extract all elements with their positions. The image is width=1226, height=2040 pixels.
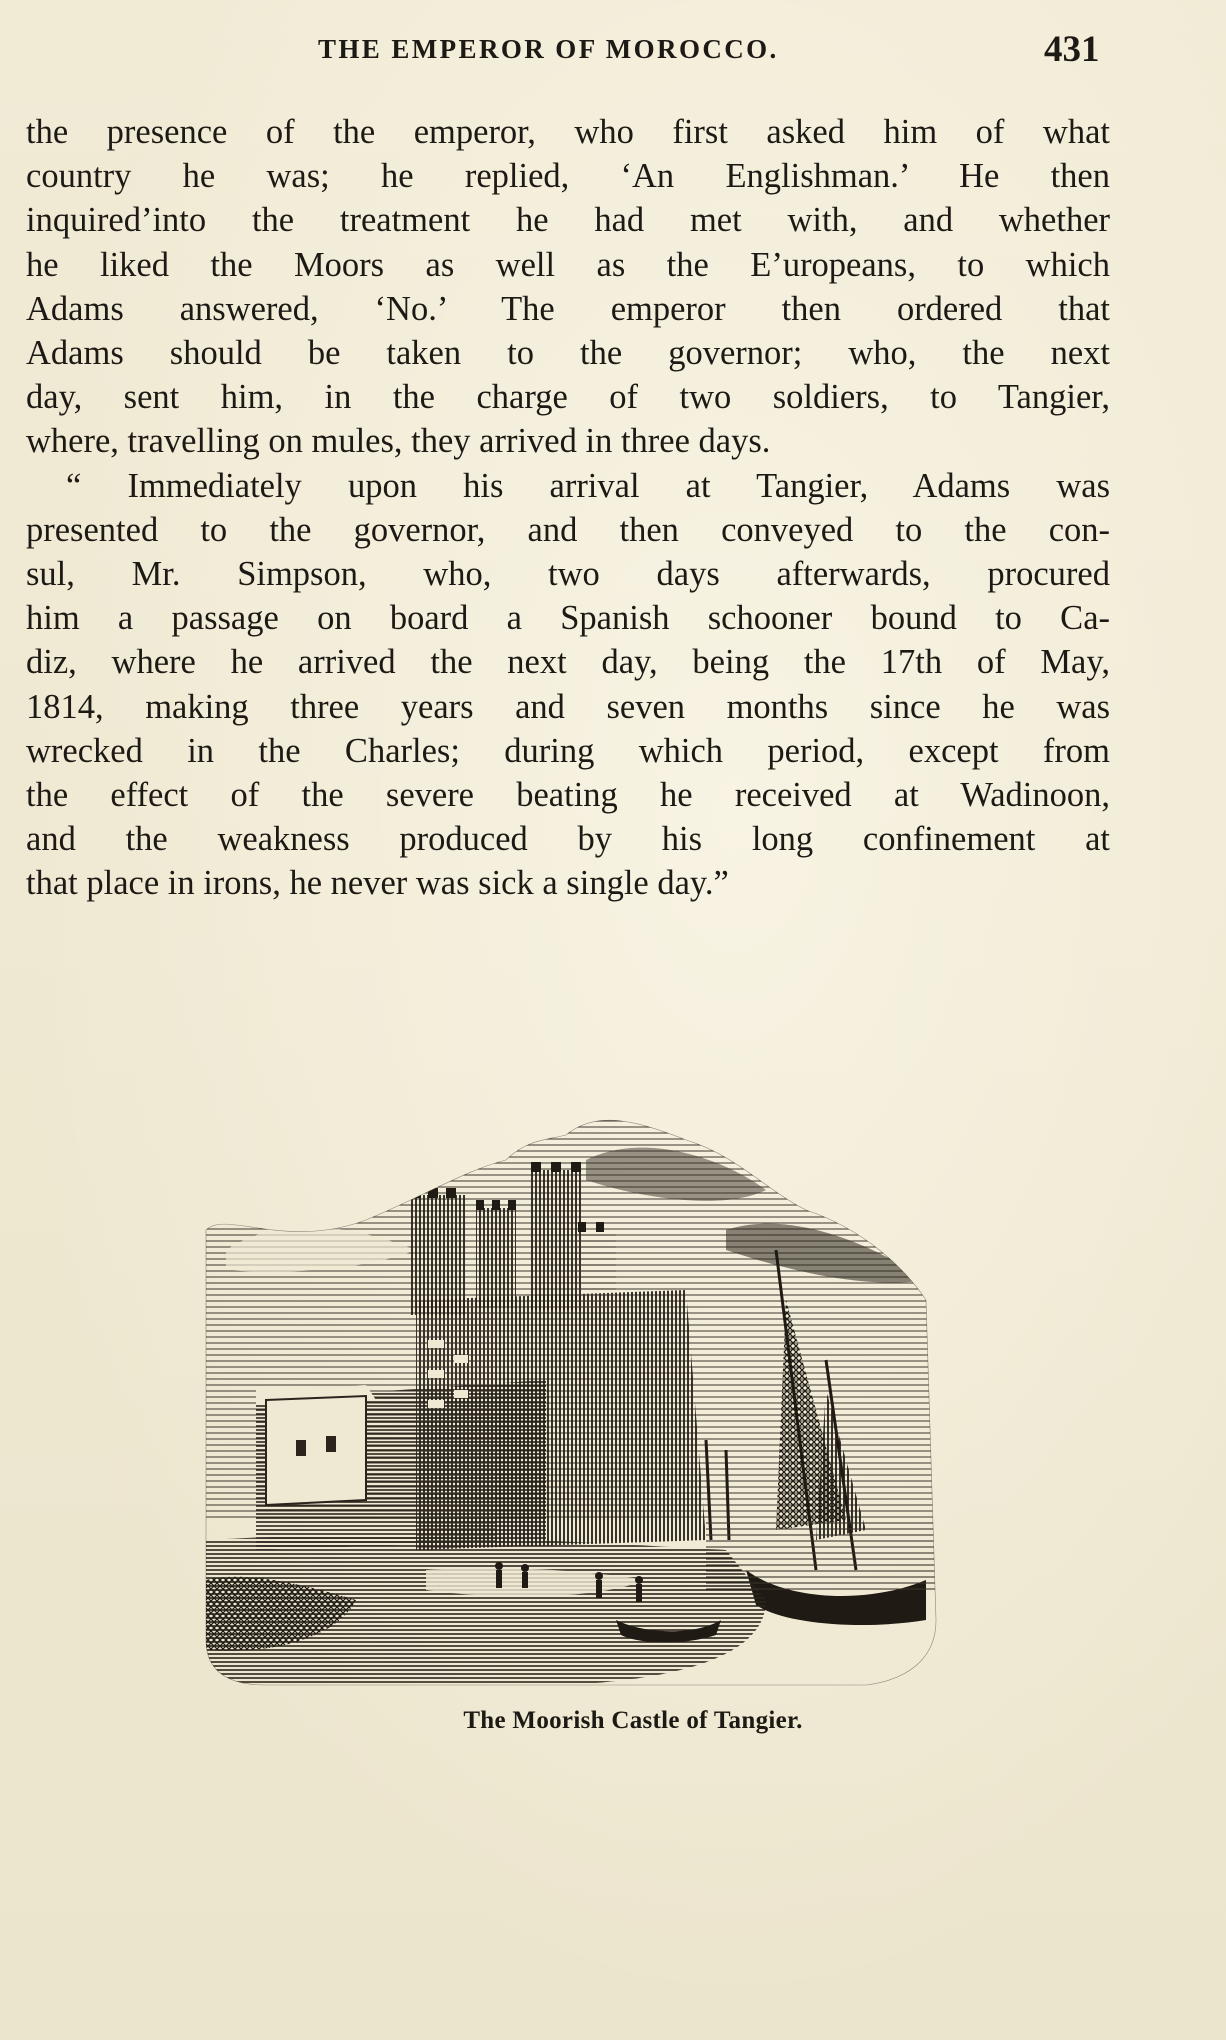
text-line: inquired’into the treatment he had met with, and whether [26, 201, 1110, 240]
body-text [26, 110, 1110, 906]
text-line: where, travelling on mules, they arrived in three days. [26, 422, 771, 461]
text-line: he liked the Moors as well as the E’uropeans, to which [26, 245, 1110, 284]
text-line: “ Immediately upon his arrival at Tangier, Adams was [66, 466, 1110, 505]
text-line: him a passage on board a Spanish schooner bound to Ca- [26, 599, 1110, 638]
page-number: 431 [1044, 29, 1100, 70]
text-line: the effect of the severe beating he received at Wadinoon, [26, 776, 1110, 815]
text-line: diz, where he arrived the next day, being the 17th of May, [26, 643, 1110, 682]
text-line: and the weakness produced by his long confinement at [26, 820, 1110, 859]
engraving-body [166, 1100, 966, 1685]
running-head [0, 28, 1226, 78]
text-line: day, sent him, in the charge of two soldiers, to Tangier, [26, 378, 1110, 417]
text-line: wrecked in the Charles; during which period, except from [26, 731, 1110, 770]
figure-caption: The Moorish Castle of Tangier. [463, 1707, 803, 1734]
text-line: country he was; he replied, ‘An Englishman.’ He then [26, 157, 1110, 196]
text-line: presented to the governor, and then conveyed to the con- [26, 510, 1110, 549]
text-line: sul, Mr. Simpson, who, two days afterwards, procured [26, 555, 1110, 594]
text-line: Adams should be taken to the governor; who, the next [26, 334, 1110, 373]
text-line: Adams answered, ‘No.’ The emperor then ordered that [26, 289, 1110, 328]
paragraph-2 [26, 464, 1110, 906]
text-line: that place in irons, he never was sick a single day.” [26, 864, 729, 903]
running-title: THE EMPEROR OF MOROCCO. [318, 34, 779, 64]
paragraph-1 [26, 110, 1110, 464]
text-line: 1814, making three years and seven months since he was [26, 687, 1110, 726]
engraving-moorish-castle [166, 1100, 966, 1700]
text-line: the presence of the emperor, who first asked him of what [26, 113, 1110, 151]
